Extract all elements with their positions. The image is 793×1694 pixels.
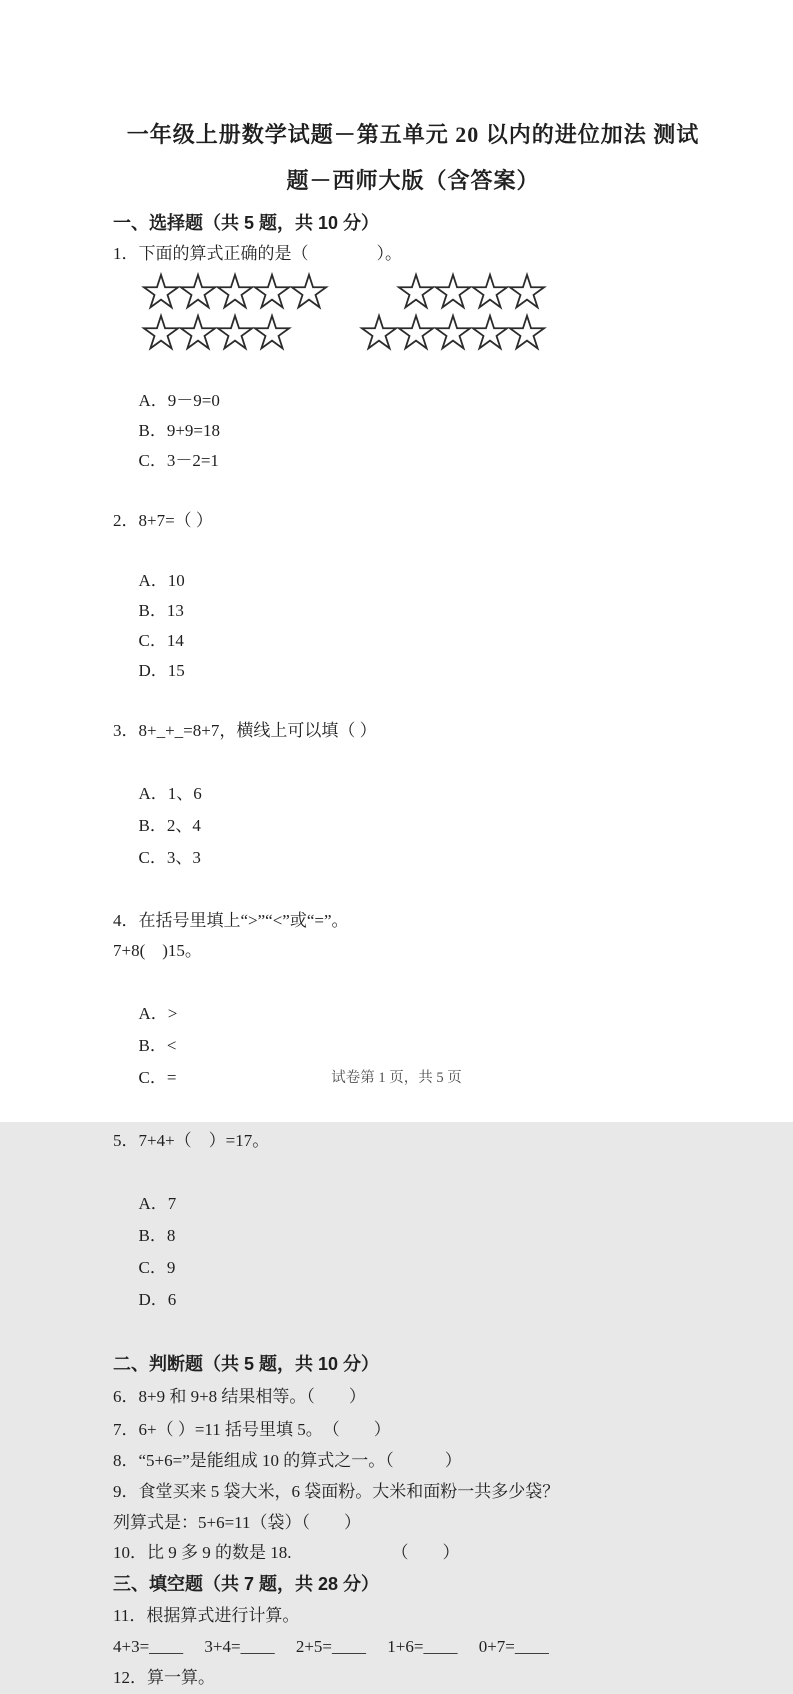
star-group-right: [359, 270, 545, 354]
section-heading-fill: 三、填空题（共 7 题，共 28 分）: [113, 1574, 380, 1594]
star-illustration: [143, 270, 713, 354]
question-4-options: [113, 966, 713, 1126]
question-7-text: 7．6+（ ）=11 括号里填 5。 （ ）: [113, 1420, 391, 1439]
star-icon: [180, 314, 216, 350]
star-icon: [361, 314, 397, 350]
q2-option-c: C．14: [138, 631, 184, 650]
q3-option-a: A．1、6: [138, 784, 202, 803]
question-5-text: 5．7+4+（ ）=17。: [113, 1131, 270, 1150]
q4-option-b: B．<: [138, 1036, 177, 1055]
q5-option-d: D．6: [138, 1290, 177, 1309]
question-11-text: 11．根据算式进行计算。: [113, 1606, 300, 1625]
q2-option-b: B．13: [138, 601, 184, 620]
star-icon: [435, 273, 471, 309]
page-title-line2: 题－西师大版（含答案）: [286, 168, 540, 193]
star-icon: [509, 273, 545, 309]
question-12-text: 12．算一算。: [113, 1668, 215, 1687]
q2-option-a: A．10: [138, 571, 185, 590]
question-4-expression: 7+8( )15。: [113, 941, 202, 960]
question-8-text: 8．“5+6=”是能组成 10 的算式之一。（ ）: [113, 1451, 462, 1470]
star-icon: [291, 273, 327, 309]
page-title-line1: 一年级上册数学试题－第五单元 20 以内的进位加法 测试: [126, 122, 700, 147]
question-1-options: [113, 356, 713, 506]
section-heading-choice: 一、选择题（共 5 题，共 10 分）: [113, 213, 380, 233]
q5-option-b: B．8: [138, 1226, 176, 1245]
question-5-options: [113, 1156, 713, 1348]
q10-answer-paren: （ ）: [391, 1543, 460, 1562]
question-11-blanks: 4+3=____ 3+4=____ 2+5=____ 1+6=____ 0+7=____: [113, 1637, 549, 1656]
question-3-options: [113, 746, 713, 906]
star-icon: [143, 314, 179, 350]
star-icon: [217, 273, 253, 309]
star-icon: [435, 314, 471, 350]
q10-statement: 10．比 9 多 9 的数是 18.: [113, 1543, 292, 1562]
question-10-text: [113, 1538, 713, 1568]
q1-option-a: A．9－9=0: [138, 391, 220, 410]
question-3-text: 3．8+_+_=8+7，横线上可以填（ ）: [113, 721, 377, 740]
star-icon: [398, 273, 434, 309]
q1-option-b: B．9+9=18: [138, 421, 221, 440]
star-icon: [472, 314, 508, 350]
page-number-footer: 试卷第 1 页，共 5 页: [331, 1070, 462, 1086]
star-row-left-bottom: [143, 311, 329, 352]
star-row-right-top: [398, 270, 545, 311]
star-group-left: [143, 270, 329, 354]
question-4-text: 4．在括号里填上“>”“<”或“=”。: [113, 911, 349, 930]
star-icon: [254, 314, 290, 350]
star-icon: [254, 273, 290, 309]
question-2-options: [113, 536, 713, 716]
q3-option-c: C．3、3: [138, 848, 201, 867]
star-icon: [217, 314, 253, 350]
question-9-expression: 列算式是：5+6=11（袋）（ ）: [113, 1513, 362, 1532]
star-row-left-top: [143, 270, 329, 311]
question-6-text: 6．8+9 和 9+8 结果相等。（ ）: [113, 1387, 366, 1406]
star-icon: [180, 273, 216, 309]
question-1-text: 1．下面的算式正确的是（ ）。: [113, 244, 402, 263]
q1-option-c: C．3－2=1: [138, 451, 219, 470]
q5-option-c: C．9: [138, 1258, 176, 1277]
section-heading-judge: 二、判断题（共 5 题，共 10 分）: [113, 1354, 380, 1374]
q4-option-c: C．=: [138, 1068, 177, 1087]
q5-option-a: A．7: [138, 1194, 177, 1213]
star-icon: [143, 273, 179, 309]
q2-option-d: D．15: [138, 661, 185, 680]
star-row-right-bottom: [361, 311, 545, 352]
q3-option-b: B．2、4: [138, 816, 201, 835]
star-icon: [509, 314, 545, 350]
question-2-text: 2．8+7=（ ）: [113, 511, 213, 530]
q4-option-a: A．>: [138, 1004, 178, 1023]
question-9-text: 9．食堂买来 5 袋大米，6 袋面粉。大米和面粉一共多少袋？: [113, 1482, 560, 1501]
star-icon: [472, 273, 508, 309]
star-icon: [398, 314, 434, 350]
page-title: [113, 112, 713, 204]
